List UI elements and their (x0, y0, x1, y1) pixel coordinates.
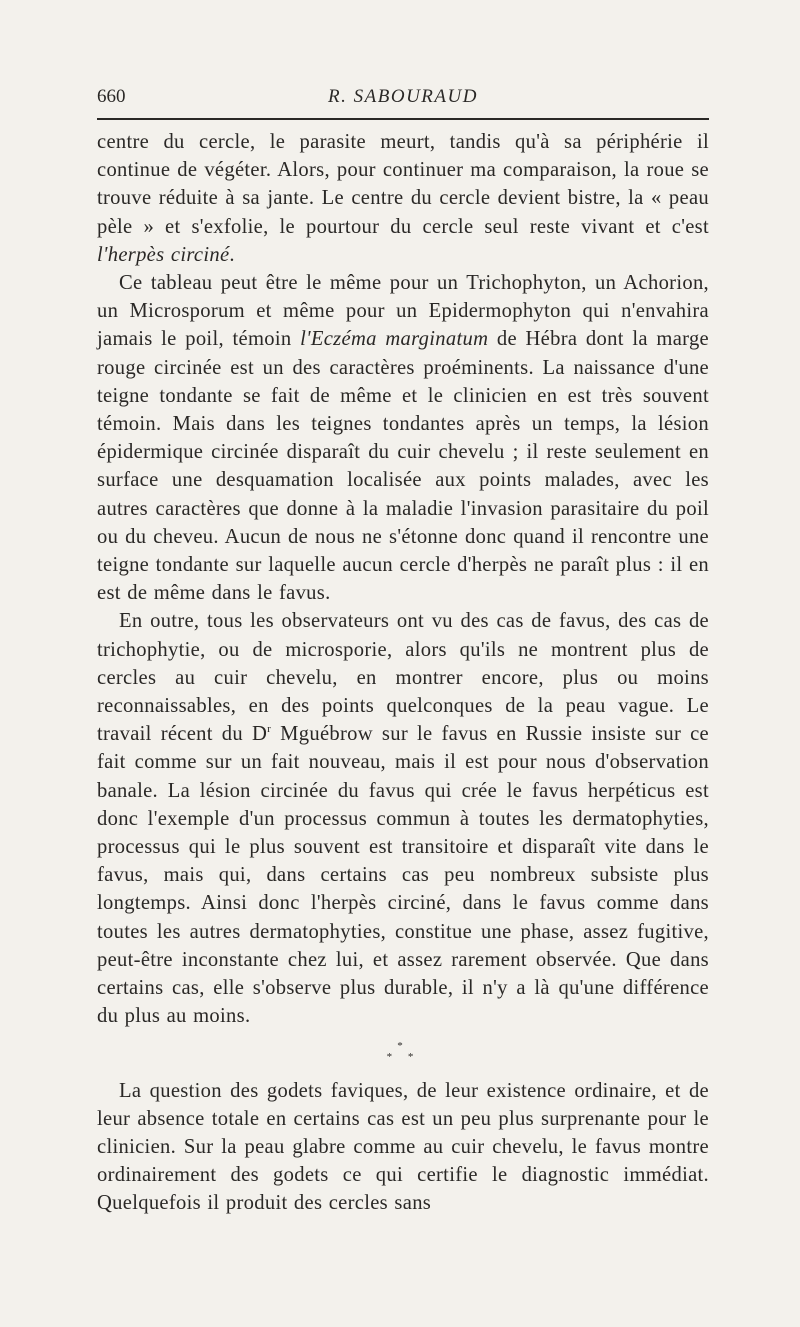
paragraph-2 (97, 269, 709, 607)
paragraph-4-text: La question des godets faviques, de leur existence ordinaire, et de leur absence totale en certains cas est un peu plus surprenante pour le clinicien. Sur la peau glabre comme au cuir chevelu, le favus montre ordinairement des godets ce qui certifie le diagnostic immédiat. Quelquefois il produit des cercles sans (97, 1079, 709, 1215)
paragraph-2-end: de Hébra dont la marge rouge circinée est un des caractères proéminents. La naissance d'une teigne tondante se fait de même et le clinicien en est très souvent témoin. Mais dans les teignes tondantes après un temps, la lésion épidermique circinée disparaît du cuir chevelu ; il reste seulement en surface une desquamation localisée aux points malades, avec les autres caractères que donne à la maladie l'invasion parasitaire du poil ou du cheveu. Aucun de nous ne s'étonne donc quand il rencontre une teigne tondante sur laquelle aucun cercle d'herpès ne paraît plus : il en est de même dans le favus. (97, 328, 709, 605)
paragraph-2-italic: l'Eczéma marginatum (300, 328, 489, 351)
paragraph-1-italic: l'herpès circiné (97, 243, 230, 266)
page-number: 660 (97, 86, 126, 107)
body-text (97, 128, 709, 1218)
paragraph-1-text: centre du cercle, le parasite meurt, tandis qu'à sa périphérie il continue de végéter. Alors, pour continuer ma comparaison, la roue se trouve réduite à sa jante. Le centre du cercle devient bistre, la « peau pèle » et s'exfolie, le pourtour du cercle seul reste vivant et c'est (97, 131, 709, 238)
page-header (97, 86, 709, 110)
paragraph-3 (97, 607, 709, 1030)
section-separator (97, 1041, 709, 1063)
paragraph-2-text: Ce tableau peut être le même pour un Trichophyton, un Achorion, un Microsporum et même pour un Epidermophyton qui n'envahira jamais le poil, témoin (97, 272, 709, 351)
paragraph-4 (97, 1077, 709, 1218)
separator-stars-bottom: * * (386, 1050, 420, 1063)
paragraph-1 (97, 128, 709, 269)
paragraph-3-text: En outre, tous les observateurs ont vu des cas de favus, des cas de trichophytie, ou de microsporie, alors qu'ils ne montrent plus de cercles au cuir chevelu, en montrer encore, plus ou moins reconnaissables, en des points quelconques de la peau vague. Le travail récent du D (97, 610, 709, 746)
paragraph-1-end: . (229, 243, 235, 266)
paragraph-3-superscript: r (267, 723, 272, 736)
separator-star-top: * (397, 1039, 409, 1052)
header-rule (97, 118, 709, 120)
running-head: R. SABOURAUD (328, 86, 478, 107)
paragraph-3-end: Mguébrow sur le favus en Russie insiste sur ce fait comme sur un fait nouveau, mais il est pour nous d'observation banale. La lésion circinée du favus qui crée le favus herpéticus est donc l'exemple d'un processus commun à toutes les dermatophyties, processus qui le plus souvent est transitoire et disparaît vite dans le favus, mais qui, dans certains cas peu nombreux subsiste plus longtemps. Ainsi donc l'herpès circiné, dans le favus comme dans toutes les autres dermatophyties, constitue une phase, assez fugitive, peut-être inconstante chez lui, et assez rarement observée. Que dans certains cas, elle s'observe plus durable, il n'y a là qu'une différence du plus au moins. (97, 723, 709, 1028)
